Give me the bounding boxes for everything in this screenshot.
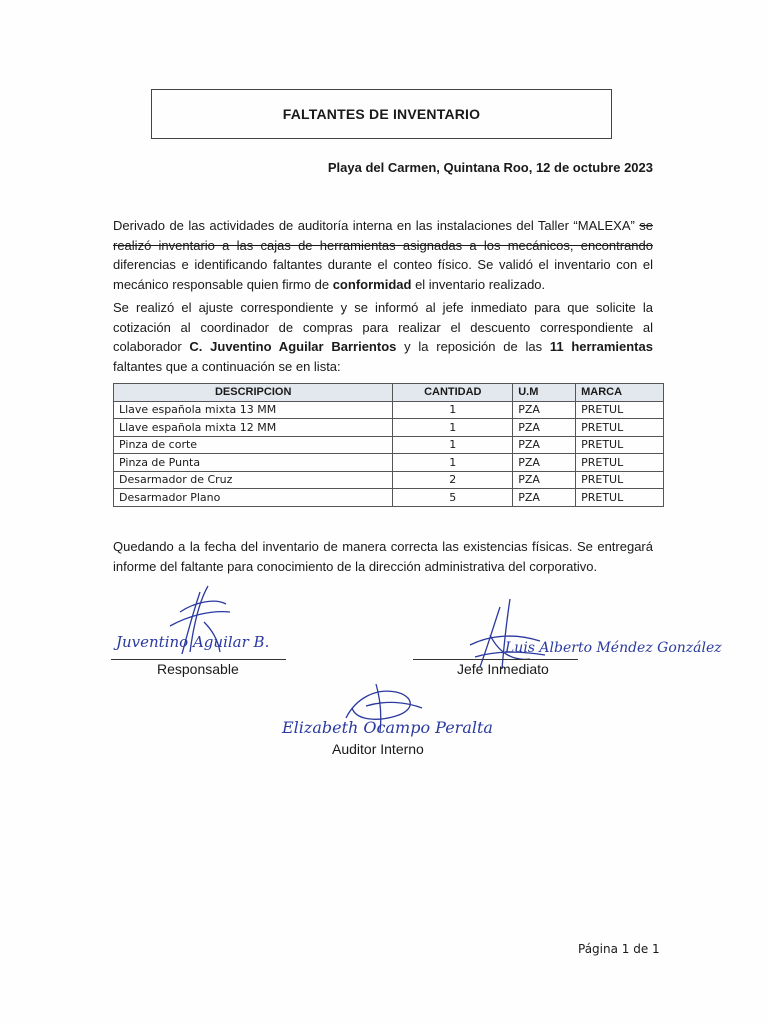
- cell-brand: PRETUL: [576, 436, 664, 454]
- cell-quantity: 1: [393, 419, 513, 437]
- table-row: [114, 436, 664, 454]
- cell-description: Pinza de corte: [114, 436, 393, 454]
- paragraph2-bold1: C. Juventino Aguilar Barrientos: [189, 339, 397, 354]
- responsable-handwritten-name: Juventino Aguilar B.: [116, 633, 270, 651]
- paragraph-adjustment: [113, 298, 653, 376]
- cell-unit: PZA: [513, 419, 576, 437]
- paragraph1-part1: Derivado de las actividades de auditoría interna en las instalaciones del Taller “MALEXA”: [113, 218, 635, 233]
- inventory-table: [113, 383, 664, 507]
- document-title-box: [151, 89, 612, 139]
- cell-brand: PRETUL: [576, 401, 664, 419]
- cell-description: Desarmador Plano: [114, 489, 393, 507]
- cell-quantity: 2: [393, 471, 513, 489]
- table-row: [114, 401, 664, 419]
- auditor-handwritten-name: Elizabeth Ocampo Peralta: [282, 718, 493, 737]
- cell-description: Llave española mixta 13 MM: [114, 401, 393, 419]
- cell-brand: PRETUL: [576, 489, 664, 507]
- paragraph2-part3: faltantes que a continuación se en lista:: [113, 358, 341, 374]
- auditor-label: Auditor Interno: [332, 741, 424, 757]
- paragraph2-bold2: 11 herramientas: [549, 339, 653, 354]
- cell-unit: PZA: [513, 401, 576, 419]
- paragraph-closing: Quedando a la fecha del inventario de manera correcta las existencias físicas. Se entregará informe del faltante para conocimiento de la dirección administrativa del corporativo.: [113, 539, 653, 574]
- cell-brand: PRETUL: [576, 454, 664, 472]
- paragraph2-part2: y la reposición de las: [404, 339, 543, 354]
- document-title: FALTANTES DE INVENTARIO: [282, 106, 481, 122]
- jefe-signature-line: [413, 659, 578, 660]
- table-row: [114, 471, 664, 489]
- table-row: [114, 454, 664, 472]
- jefe-handwritten-name: Luis Alberto Méndez González: [505, 640, 722, 656]
- responsable-signature-line: [111, 659, 286, 660]
- header-descripcion: DESCRIPCION: [114, 384, 393, 402]
- responsable-label: Responsable: [157, 661, 239, 677]
- paragraph1-part3: diferencias e identificando faltantes durante el conteo físico. Se validó el inventario con el mecánico responsable quien firmo de: [113, 257, 653, 292]
- jefe-label: Jefe Inmediato: [457, 661, 549, 677]
- cell-unit: PZA: [513, 489, 576, 507]
- cell-unit: PZA: [513, 436, 576, 454]
- table-row: [114, 489, 664, 507]
- table-header-row: [114, 384, 664, 402]
- cell-quantity: 1: [393, 436, 513, 454]
- paragraph1-part4: el inventario realizado.: [415, 276, 546, 292]
- cell-unit: PZA: [513, 454, 576, 472]
- paragraph1-part2: se realizó inventario a las cajas de herramientas asignadas a los mecánicos, encontrando: [113, 218, 653, 253]
- cell-brand: PRETUL: [576, 471, 664, 489]
- header-cantidad: CANTIDAD: [393, 384, 513, 402]
- paragraph2-part1: Se realizó el ajuste correspondiente y se informó al jefe inmediato para que solicite la cotización al coordinador de compras para realizar el descuento correspondiente al colaborador: [113, 300, 653, 354]
- table-row: [114, 419, 664, 437]
- page-number: Página 1 de 1: [578, 942, 660, 956]
- place-date: Playa del Carmen, Quintana Roo, 12 de octubre 2023: [327, 160, 653, 175]
- cell-quantity: 1: [393, 454, 513, 472]
- paragraph-audit-intro: [113, 216, 653, 294]
- header-um: U.M: [513, 384, 576, 402]
- cell-quantity: 1: [393, 401, 513, 419]
- cell-brand: PRETUL: [576, 419, 664, 437]
- header-marca: MARCA: [576, 384, 664, 402]
- cell-unit: PZA: [513, 471, 576, 489]
- cell-description: Pinza de Punta: [114, 454, 393, 472]
- paragraph1-bold: conformidad: [332, 276, 412, 292]
- cell-description: Llave española mixta 12 MM: [114, 419, 393, 437]
- cell-quantity: 5: [393, 489, 513, 507]
- cell-description: Desarmador de Cruz: [114, 471, 393, 489]
